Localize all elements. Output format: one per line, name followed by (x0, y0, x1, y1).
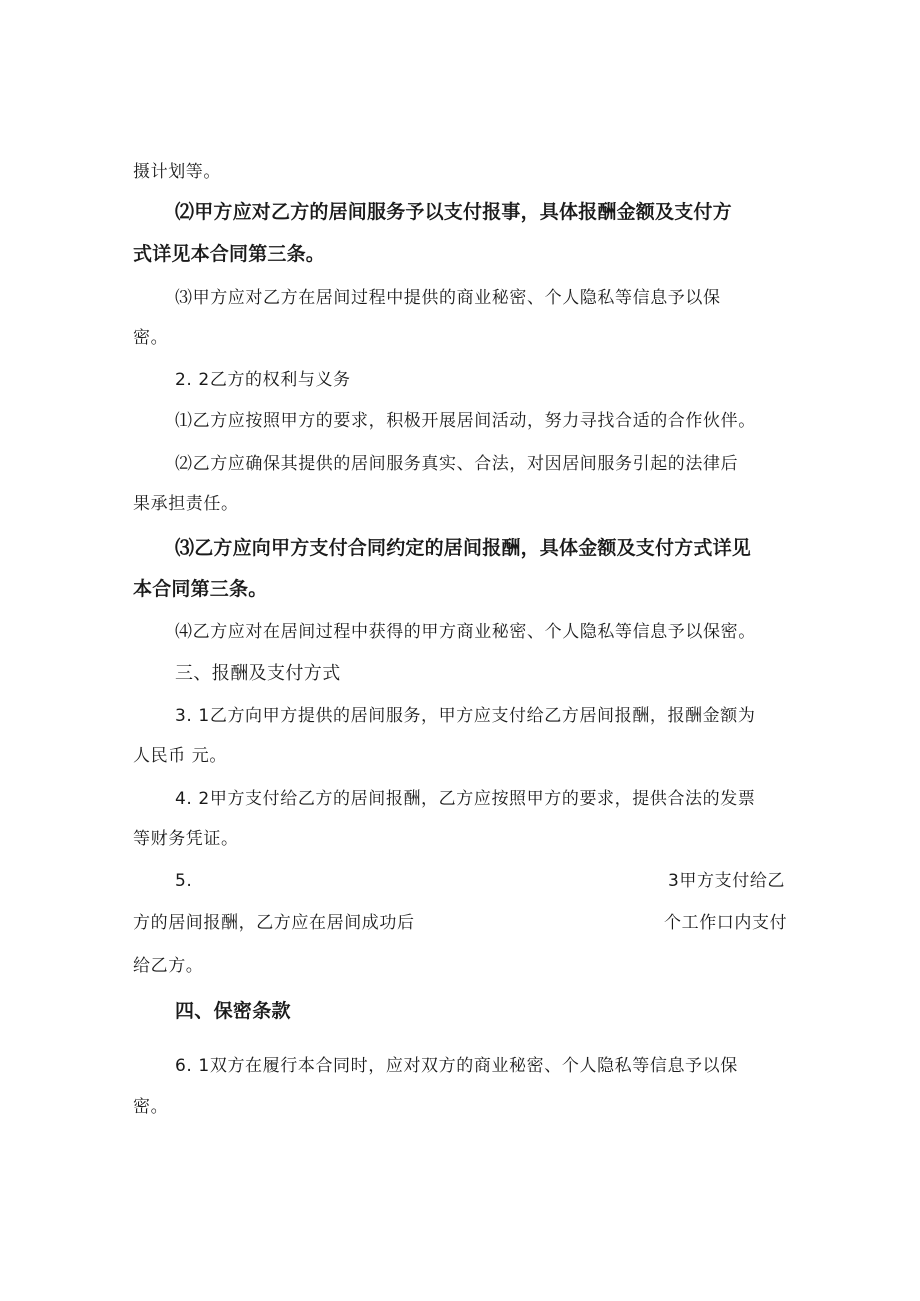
text-line: 本合同第三条。 (133, 578, 268, 600)
text-line: 摄计划等。 (133, 162, 221, 182)
text-line: 给乙方。 (133, 956, 204, 976)
text-line: 5. (175, 871, 193, 891)
text-line: ⑶甲方应对乙方在居间过程中提供的商业秘密、个人隐私等信息予以保 (175, 288, 721, 308)
text-line: 等财务凭证。 (133, 829, 239, 849)
text-line: ⑶乙方应向甲方支付合同约定的居间报酬，具体金额及支付方式详见 (175, 537, 752, 559)
text-line: ⑵乙方应确保其提供的居间服务真实、合法，对因居间服务引起的法律后 (175, 454, 739, 474)
text-line: 方的居间报酬，乙方应在居间成功后 (133, 913, 415, 933)
text-line: 式详见本合同第三条。 (133, 243, 326, 265)
text-line: 个工作口内支付 (664, 913, 788, 933)
text-line: ⑵甲方应对乙方的居间服务予以支付报事，具体报酬金额及支付方 (175, 201, 732, 223)
text-line: 密。 (133, 1097, 169, 1117)
section-heading: 三、报酬及支付方式 (175, 663, 341, 684)
section-heading: 四、保密条款 (175, 1000, 291, 1022)
text-line: ⑷乙方应对在居间过程中获得的甲方商业秘密、个人隐私等信息予以保密。 (175, 622, 756, 642)
section-heading: 2. 2乙方的权利与义务 (175, 370, 351, 390)
text-line: 果承担责任。 (133, 494, 239, 514)
text-line: 密。 (133, 328, 169, 348)
text-line: 人民币 元。 (133, 746, 228, 766)
text-line: 3. 1乙方向甲方提供的居间服务，甲方应支付给乙方居间报酬，报酬金额为 (175, 706, 756, 726)
text-line: 4. 2甲方支付给乙方的居间报酬，乙方应按照甲方的要求，提供合法的发票 (175, 789, 756, 809)
text-line: ⑴乙方应按照甲方的要求，积极开展居间活动，努力寻找合适的合作伙伴。 (175, 411, 756, 431)
text-line: 3甲方支付给乙 (668, 871, 786, 891)
text-line: 6. 1双方在履行本合同时，应对双方的商业秘密、个人隐私等信息予以保 (175, 1056, 738, 1076)
